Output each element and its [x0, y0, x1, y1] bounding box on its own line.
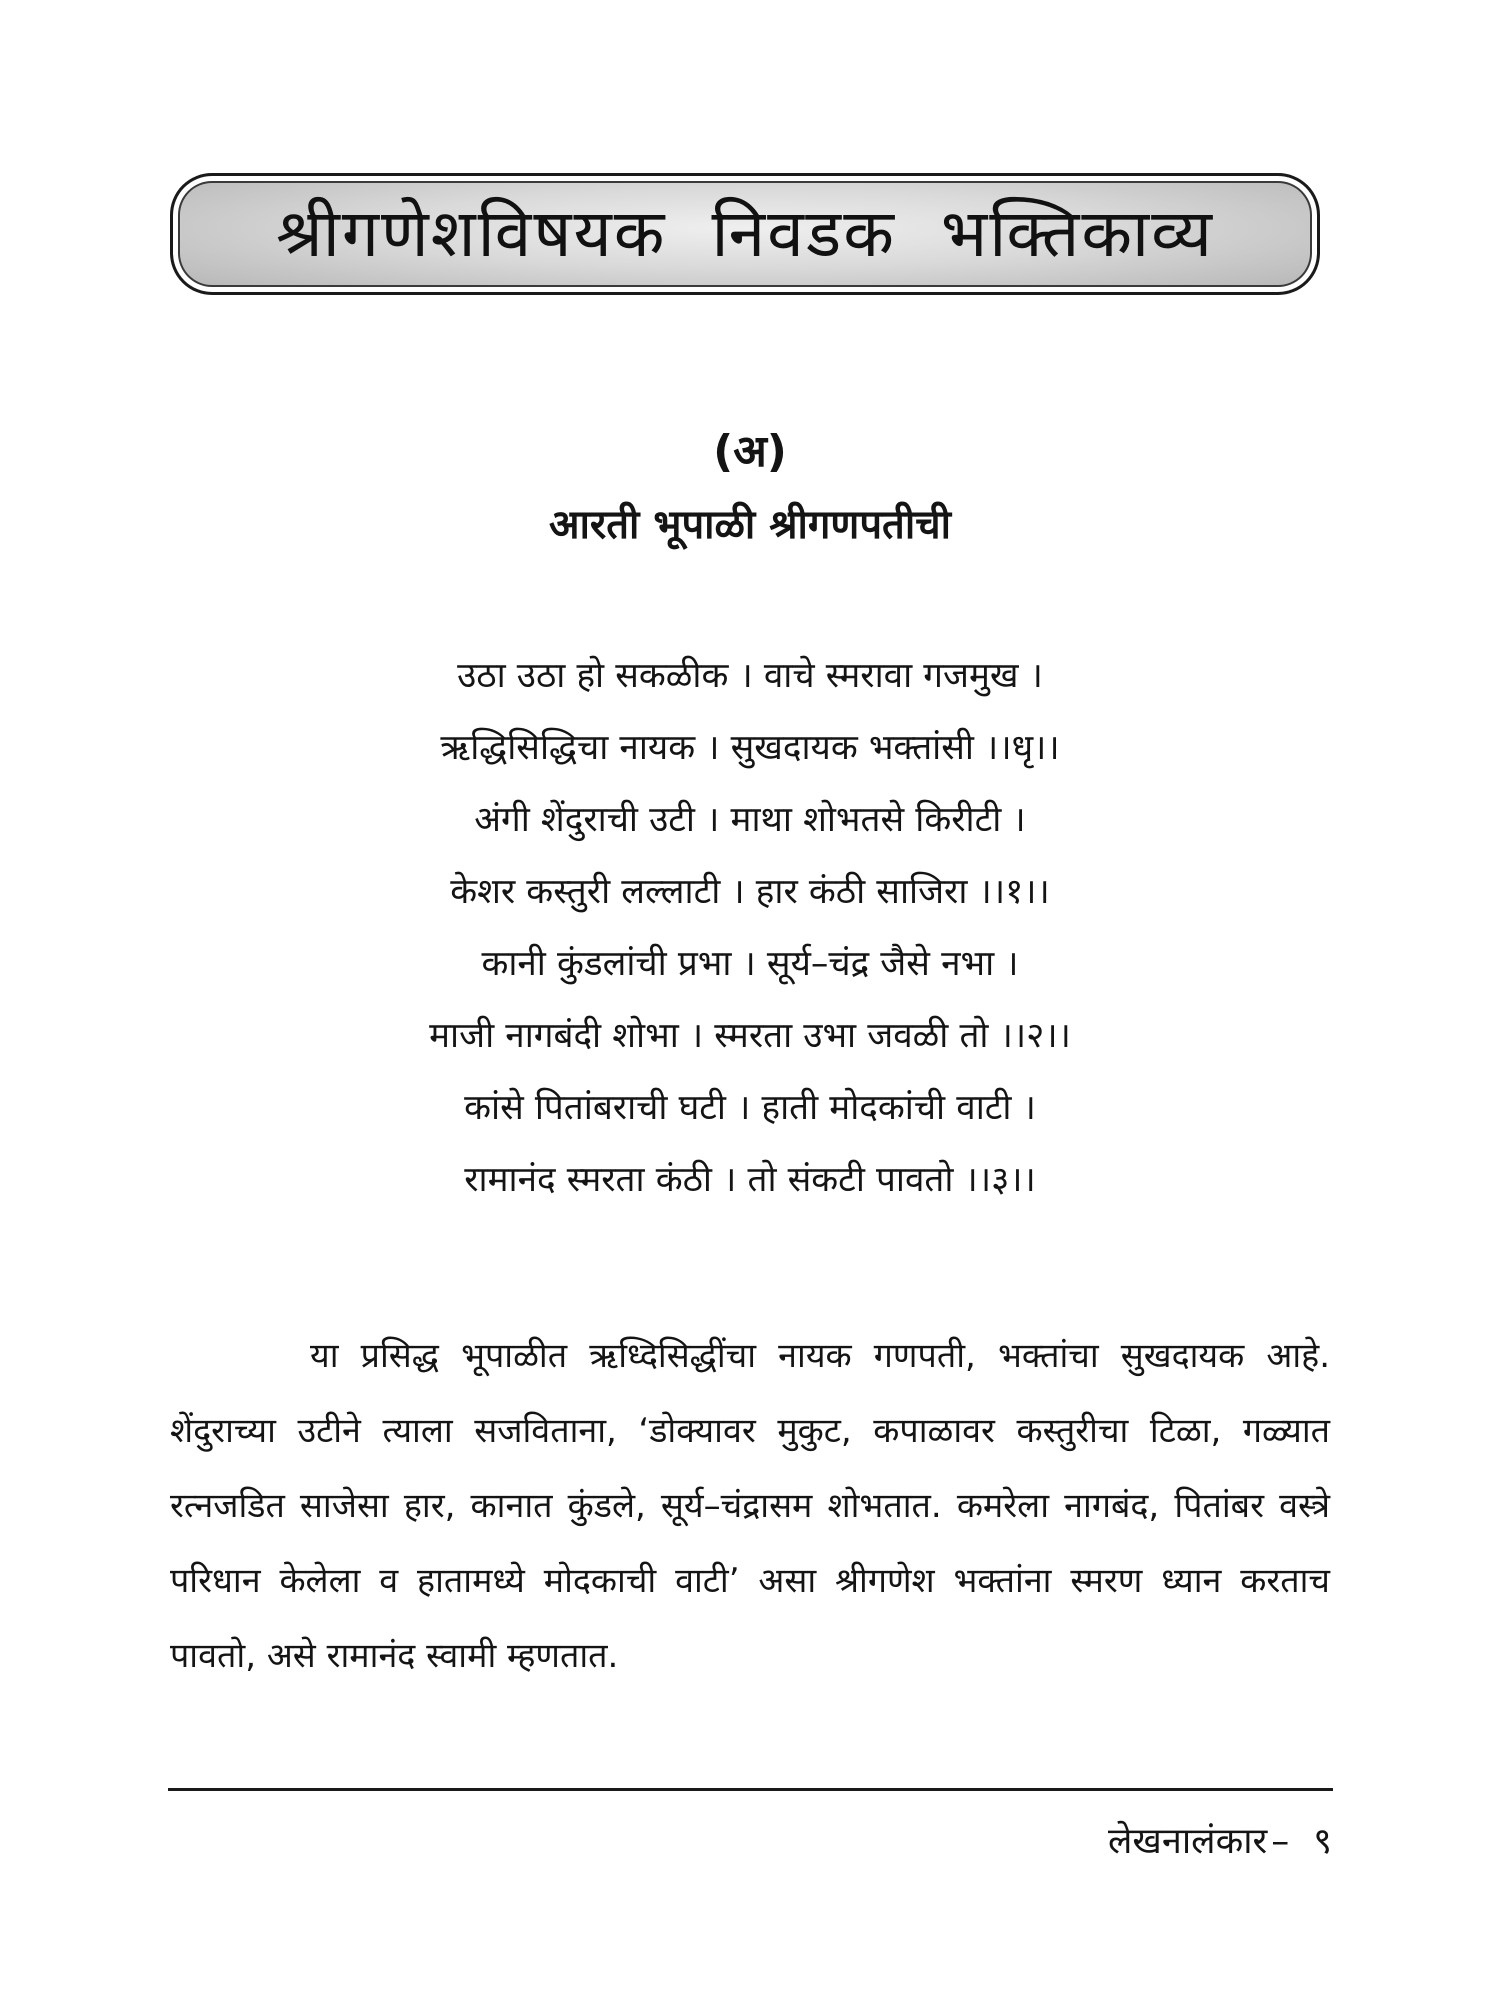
poem-line: कांसे पितांबराची घटी । हाती मोदकांची वाटी । [464, 1088, 1036, 1128]
poem-line: ऋद्धिसिद्धिचा नायक । सुखदायक भक्तांसी ।।धृ।। [440, 728, 1060, 768]
chapter-title: श्रीगणेशविषयक निवडक भक्तिकाव्य [276, 195, 1214, 272]
commentary-paragraph: या प्रसिद्ध भूपाळीत ऋध्दिसिद्धींचा नायक गणपती, भक्तांचा सुखदायक आहे. शेंदुराच्या उटीने त्याला सजविताना, ‘डोक्यावर मुकुट, कपाळावर कस्तुरीचा टिळा, गळ्यात रत्नजडित साजेसा हार, कानात कुंडले, सूर्य–चंद्रासम शोभतात. कमरेला नागबंद, पितांबर वस्त्रे परिधान केलेला व हातामध्ये मोदकाची वाटी’ असा श्रीगणेश भक्तांना स्मरण ध्यान करताच पावतो, असे रामानंद स्वामी म्हणतात. [170, 1336, 1330, 1676]
page-number: ९ [1313, 1821, 1332, 1862]
section-letter: (अ) [713, 426, 787, 477]
poem-line: रामानंद स्मरता कंठी । तो संकटी पावतो ।।३।। [464, 1160, 1036, 1200]
chapter-title-banner [170, 173, 1320, 295]
poem-line: कानी कुंडलांची प्रभा । सूर्य–चंद्र जैसे नभा । [481, 944, 1019, 984]
poem-line: केशर कस्तुरी लल्लाटी । हार कंठी साजिरा ।।१।। [450, 872, 1050, 912]
poem-line: अंगी शेंदुराची उटी । माथा शोभतसे किरीटी । [474, 800, 1026, 840]
footer-separator: – [1271, 1821, 1290, 1862]
poem-verses [0, 640, 1500, 1216]
page-footer [1108, 1820, 1332, 1863]
footer-divider [168, 1788, 1333, 1791]
poem-line: माजी नागबंदी शोभा । स्मरता उभा जवळी तो ।।२।। [429, 1016, 1071, 1056]
poem-line: उठा उठा हो सकळीक । वाचे स्मरावा गजमुख । [457, 656, 1043, 696]
poem-title: आरती भूपाळी श्रीगणपतीची [549, 502, 951, 548]
book-name: लेखनालंकार [1108, 1821, 1268, 1862]
